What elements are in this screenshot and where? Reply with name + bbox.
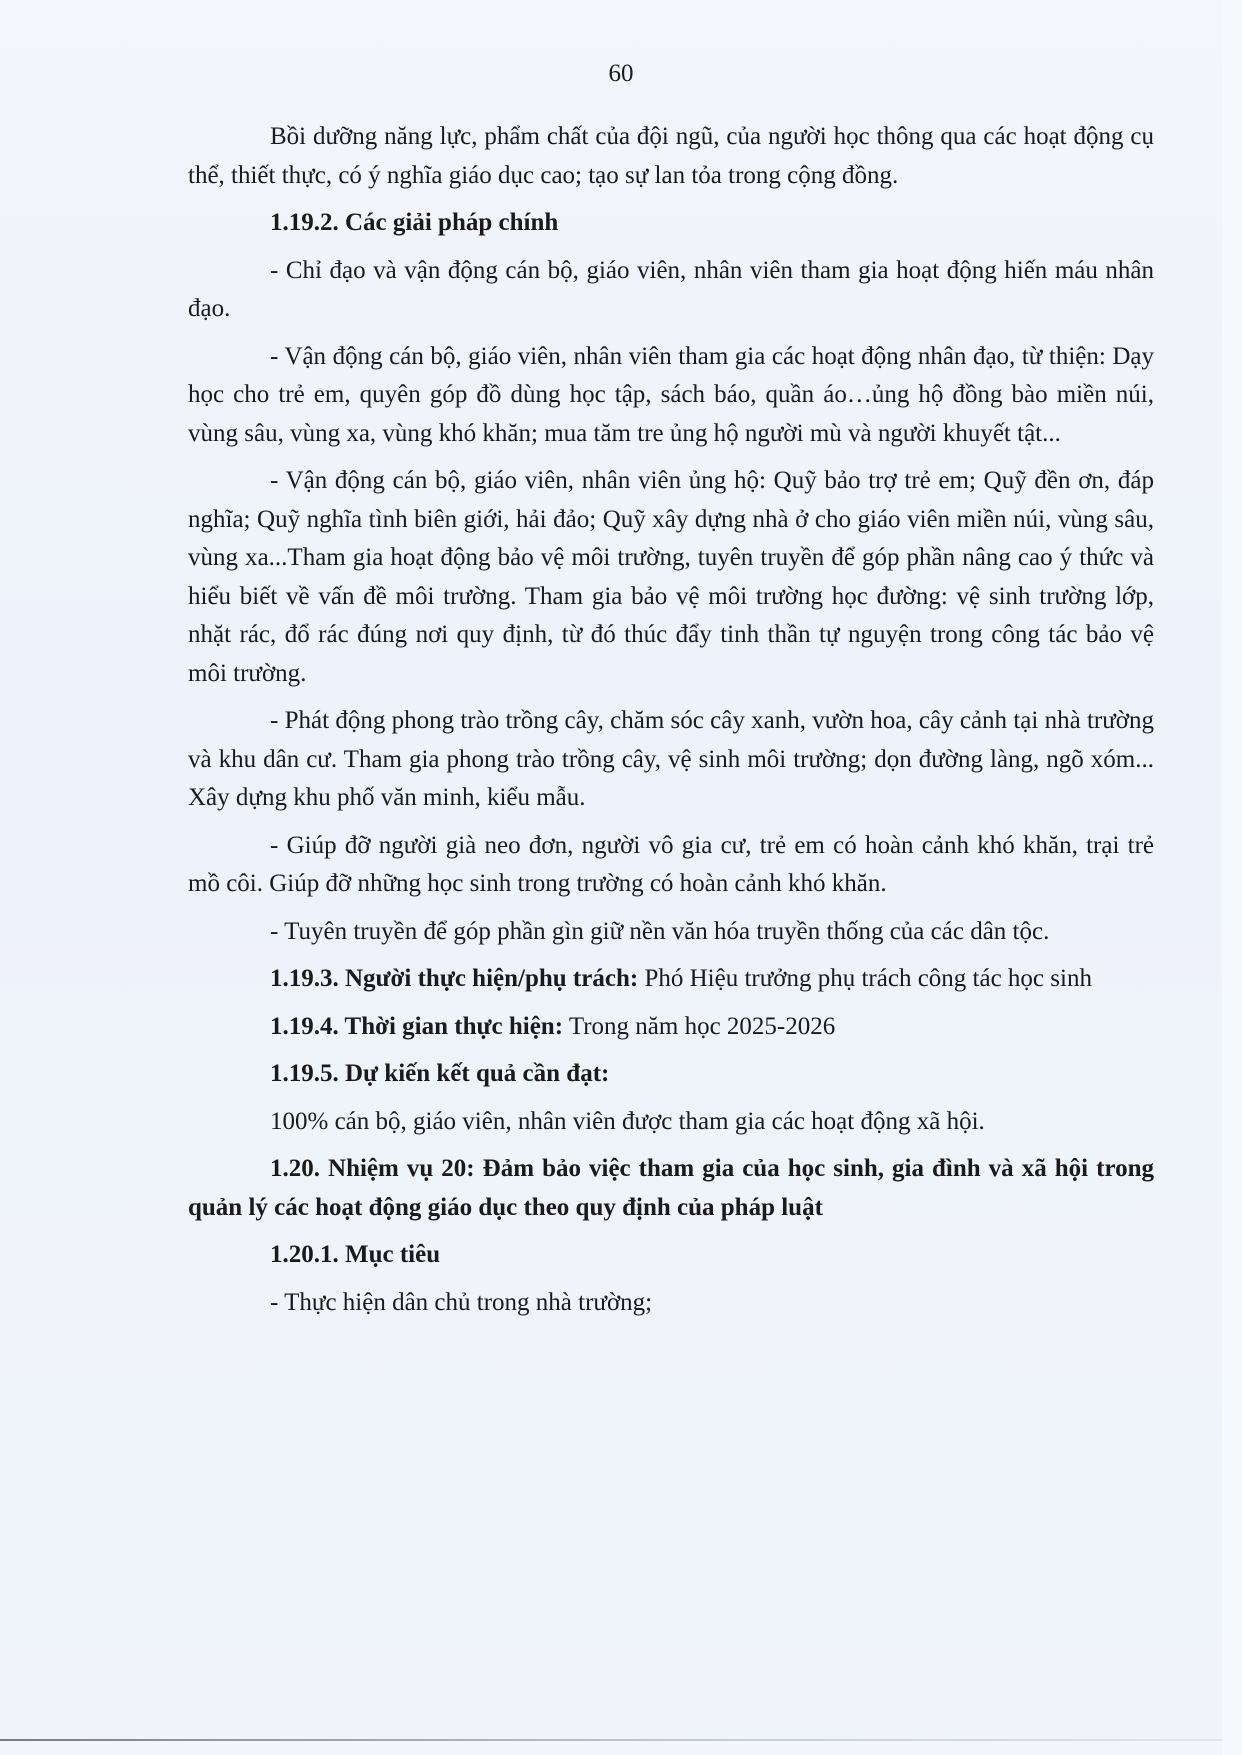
section-value: Trong năm học 2025-2026	[563, 1012, 836, 1040]
expected-result: 100% cán bộ, giáo viên, nhân viên được tham gia các hoạt động xã hội.	[270, 1107, 985, 1135]
section-1-19-3-responsible	[188, 960, 1154, 999]
solution-item-charity: - Vận động cán bộ, giáo viên, nhân viên tham gia các hoạt động nhân đạo, từ thiện: Dạy học cho trẻ em, quyên góp đồ dùng học tập, sách báo, quần áo…ủng hộ đồng bào miền núi, vùng sâu, vùng xa, vùng khó khăn; mua tăm tre ủng hộ người mù và người khuyết tật...	[188, 342, 1154, 447]
page-number: 60	[608, 60, 634, 87]
section-heading-1-20: 1.20. Nhiệm vụ 20: Đảm bảo việc tham gia của học sinh, gia đình và xã hội trong quản lý các hoạt động giáo dục theo quy định của pháp luật	[188, 1155, 1154, 1221]
section-heading-1-19-2: 1.19.2. Các giải pháp chính	[270, 209, 559, 236]
intro-paragraph: Bồi dưỡng năng lực, phẩm chất của đội ngũ, của người học thông qua các hoạt động cụ thể, thiết thực, có ý nghĩa giáo dục cao; tạo sự lan tỏa trong cộng đồng.	[188, 123, 1154, 189]
section-heading-1-20-1: 1.20.1. Mục tiêu	[270, 1241, 441, 1268]
document-body	[188, 118, 1154, 1322]
section-heading-1-19-5: 1.19.5. Dự kiến kết quả cần đạt:	[270, 1060, 610, 1087]
solution-item-helping-needy: - Giúp đỡ người già neo đơn, người vô gia cư, trẻ em có hoàn cảnh khó khăn, trại trẻ mồ côi. Giúp đỡ những học sinh trong trường có hoàn cảnh khó khăn.	[188, 831, 1154, 897]
section-label: 1.19.4. Thời gian thực hiện:	[270, 1012, 564, 1040]
section-label: 1.19.3. Người thực hiện/phụ trách:	[270, 965, 639, 992]
solution-item-funds-environment: - Vận động cán bộ, giáo viên, nhân viên ủng hộ: Quỹ bảo trợ trẻ em; Quỹ đền ơn, đáp nghĩa; Quỹ nghĩa tình biên giới, hải đảo; Quỹ xây dựng nhà ở cho giáo viên miền núi, vùng sâu, vùng xa...Tham gia hoạt động bảo vệ môi trường, tuyên truyền để góp phần nâng cao ý thức và hiểu biết về vấn đề môi trường. Tham gia bảo vệ môi trường học đường: vệ sinh trường lớp, nhặt rác, đổ rác đúng nơi quy định, từ đó thúc đẩy tinh thần tự nguyện trong công tác bảo vệ môi trường.	[188, 467, 1154, 687]
solution-item-tree-planting: - Phát động phong trào trồng cây, chăm sóc cây xanh, vườn hoa, cây cảnh tại nhà trường và khu dân cư. Tham gia phong trào trồng cây, vệ sinh môi trường; dọn đường làng, ngõ xóm... Xây dựng khu phố văn minh, kiểu mẫu.	[188, 707, 1154, 811]
page-bottom-edge	[0, 1739, 1222, 1741]
objective-item-democracy: - Thực hiện dân chủ trong nhà trường;	[270, 1288, 653, 1316]
section-value: Phó Hiệu trưởng phụ trách công tác học sinh	[638, 965, 1092, 992]
section-1-19-4-timeline	[188, 1008, 1154, 1047]
page-edge	[1222, 0, 1242, 1755]
solution-item-culture: - Tuyên truyền để góp phần gìn giữ nền văn hóa truyền thống của các dân tộc.	[270, 917, 1050, 945]
solution-item-blood-donation: - Chỉ đạo và vận động cán bộ, giáo viên, nhân viên tham gia hoạt động hiến máu nhân đạo.	[188, 256, 1154, 322]
